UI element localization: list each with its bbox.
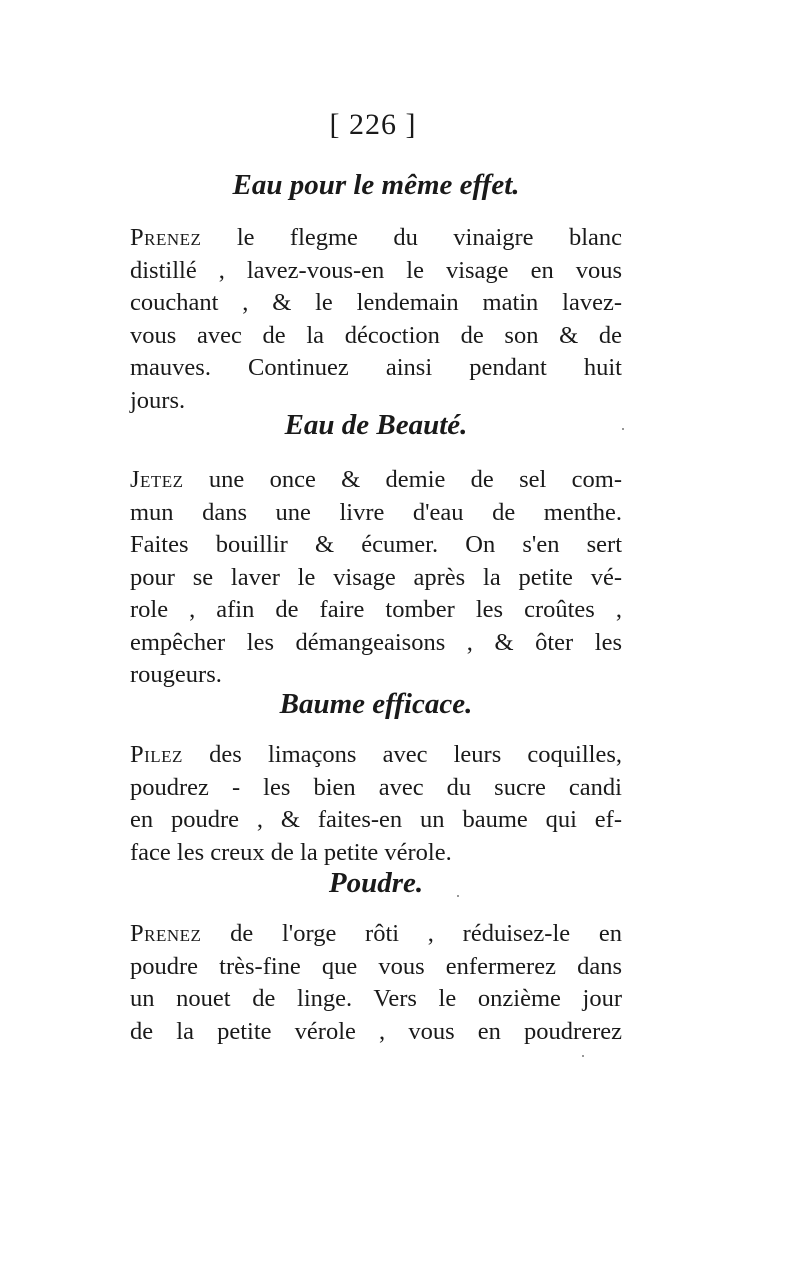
paragraph-line: Faites bouillir & écumer. On s'en sert bbox=[130, 531, 622, 558]
paragraph-line: un nouet de linge. Vers le onzième jour bbox=[130, 985, 622, 1012]
paragraph-lead-word: Prenez bbox=[130, 920, 202, 947]
paragraph-line: vous avec de la décoction de son & de bbox=[130, 321, 622, 349]
paragraph-line: des limaçons avec leurs coquilles, bbox=[182, 741, 622, 768]
section-paragraph bbox=[130, 464, 622, 692]
paragraph-line: empêcher les démangeaisons , & ôter les bbox=[130, 628, 622, 656]
paragraph-line: poudre très-fine que vous enfermerez dans bbox=[130, 952, 622, 980]
paragraph-lead-word: Jetez bbox=[130, 466, 184, 493]
paper-speck bbox=[582, 1055, 584, 1057]
paragraph-lead-word: Pilez bbox=[130, 741, 183, 768]
section-paragraph bbox=[130, 918, 622, 1048]
paragraph-lead-word: Prenez bbox=[130, 224, 202, 251]
paragraph-line: poudrez - les bien avec du sucre candi bbox=[130, 773, 622, 801]
paragraph-line: mauves. Continuez ainsi pendant huit bbox=[130, 354, 622, 381]
section-heading: Poudre. bbox=[328, 867, 424, 899]
recipe-section bbox=[130, 687, 622, 869]
paragraph-line: distillé , lavez-vous-en le visage en vous bbox=[130, 256, 622, 284]
paragraph-line: une once & demie de sel com- bbox=[183, 466, 622, 493]
paragraph-line: de l'orge rôti , réduisez-le en bbox=[201, 920, 622, 947]
recipe-section bbox=[130, 168, 622, 417]
section-heading: Eau pour le même effet. bbox=[232, 169, 520, 201]
paragraph-line: face les creux de la petite vérole. bbox=[130, 838, 452, 866]
section-heading: Eau de Beauté. bbox=[284, 409, 468, 441]
paragraph-line: mun dans une livre d'eau de menthe. bbox=[130, 498, 622, 526]
paragraph-line: role , afin de faire tomber les croûtes , bbox=[130, 596, 622, 623]
paragraph-line: pour se laver le visage après la petite vé- bbox=[130, 563, 622, 591]
paper-speck bbox=[622, 428, 624, 430]
recipe-section bbox=[130, 408, 622, 692]
paragraph-line: en poudre , & faites-en un baume qui ef- bbox=[130, 806, 622, 833]
section-heading: Baume efficace. bbox=[279, 688, 473, 720]
section-paragraph bbox=[130, 739, 622, 869]
paragraph-line: rougeurs. bbox=[130, 661, 222, 688]
paragraph-line: jours. bbox=[130, 386, 186, 414]
section-paragraph bbox=[130, 222, 622, 417]
recipe-section bbox=[130, 866, 622, 1048]
paragraph-line: de la petite vérole , vous en poudrerez bbox=[130, 1017, 622, 1045]
paragraph-line: le flegme du vinaigre blanc bbox=[201, 224, 622, 251]
paragraph-line: couchant , & le lendemain matin lavez- bbox=[130, 289, 622, 316]
paper-speck bbox=[457, 895, 459, 897]
page-number: [ 226 ] bbox=[329, 108, 417, 141]
